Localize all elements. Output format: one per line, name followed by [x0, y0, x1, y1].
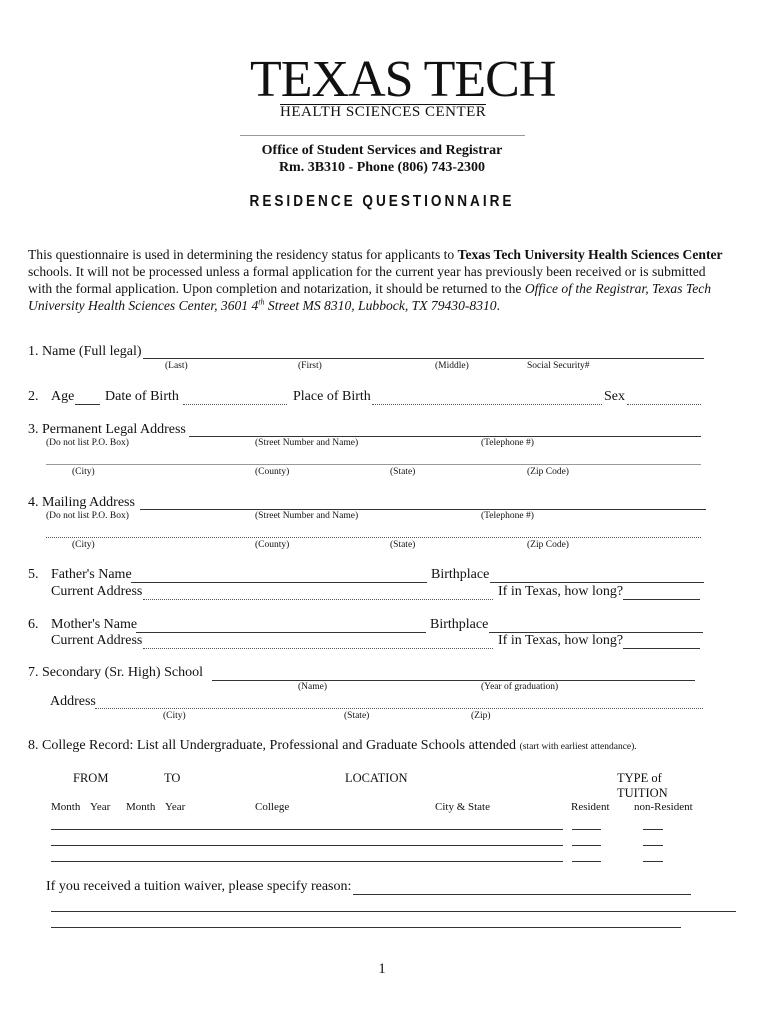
city-state-header: City & State	[435, 801, 490, 813]
middle-caption: (Middle)	[435, 361, 469, 371]
mother-howlong-field[interactable]	[623, 648, 700, 649]
office-name: Office of Student Services and Registrar	[261, 143, 503, 158]
q8-label-text: 8. College Record: List all Undergraduate, Professional and Graduate Schools attended	[28, 738, 520, 753]
age-label: Age	[51, 389, 75, 404]
nonresident-field[interactable]	[643, 861, 663, 862]
intro-text: This questionnaire is used in determining the residency status for applicants to	[28, 247, 458, 262]
father-name-field[interactable]	[131, 582, 427, 583]
nonresident-field[interactable]	[643, 829, 663, 830]
waiver-reason-line-3[interactable]	[51, 927, 681, 928]
q7-label: 7. Secondary (Sr. High) School	[28, 665, 203, 680]
dob-label: Date of Birth	[105, 389, 179, 404]
name-field[interactable]	[143, 358, 704, 359]
school-address-label: Address	[50, 694, 96, 709]
zip-caption: (Zip)	[471, 711, 491, 721]
city-caption: (City)	[72, 467, 95, 477]
college-row-field[interactable]	[51, 845, 563, 846]
nopo-caption: (Do not list P.O. Box)	[46, 511, 129, 521]
q8-note: (start with earliest attendance).	[519, 742, 637, 752]
dob-field[interactable]	[183, 404, 287, 405]
q6-number: 6.	[28, 617, 39, 632]
intro-sup: th	[258, 297, 265, 307]
mother-name-label: Mother's Name	[51, 617, 138, 632]
intro-address: Street MS 8310, Lubbock, TX 79430-8310	[264, 298, 497, 313]
zip-caption: (Zip Code)	[527, 540, 569, 550]
school-name-field[interactable]	[212, 680, 695, 681]
pob-field[interactable]	[372, 404, 602, 405]
school-address-field[interactable]	[95, 708, 703, 709]
mother-birthplace-label: Birthplace	[430, 617, 489, 632]
father-name-label: Father's Name	[51, 567, 132, 582]
tuition-type-header-1: TYPE of	[617, 771, 662, 785]
header-rule	[240, 135, 525, 136]
mother-address-label: Current Address	[51, 633, 143, 648]
to-header: TO	[164, 771, 181, 785]
page-title: RESIDENCE QUESTIONNAIRE	[249, 193, 515, 210]
school-name-caption: (Name)	[298, 682, 328, 692]
state-caption: (State)	[390, 467, 416, 477]
q8-label	[28, 738, 637, 755]
college-header: College	[255, 801, 290, 813]
from-year-header: Year	[90, 801, 111, 813]
from-header: FROM	[73, 771, 109, 785]
waiver-reason-field[interactable]	[353, 894, 691, 895]
nopo-caption: (Do not list P.O. Box)	[46, 438, 129, 448]
age-field[interactable]	[75, 404, 100, 405]
to-month-header: Month	[126, 801, 156, 813]
last-caption: (Last)	[165, 361, 188, 371]
zip-caption: (Zip Code)	[527, 467, 569, 477]
location-header: LOCATION	[345, 771, 408, 785]
waiver-label: If you received a tuition waiver, please specify reason:	[46, 879, 352, 894]
sex-field[interactable]	[627, 404, 701, 405]
father-address-field[interactable]	[143, 599, 493, 600]
intro-paragraph	[28, 246, 728, 314]
q5-number: 5.	[28, 567, 39, 582]
resident-field[interactable]	[572, 829, 601, 830]
graduation-year-caption: (Year of graduation)	[481, 682, 559, 692]
first-caption: (First)	[298, 361, 322, 371]
q3-label: 3. Permanent Legal Address	[28, 422, 186, 437]
state-caption: (State)	[390, 540, 416, 550]
q4-label: 4. Mailing Address	[28, 495, 135, 510]
mother-name-field[interactable]	[136, 632, 426, 633]
street-caption: (Street Number and Name)	[255, 511, 359, 521]
telephone-caption: (Telephone #)	[481, 438, 534, 448]
street-caption: (Street Number and Name)	[255, 438, 359, 448]
intro-text: schools. It will not be processed unless a formal application for the current year has previously been received or is submitted with the formal application. Upon completion and notarization, it should be returned to the	[28, 264, 706, 296]
sex-label: Sex	[604, 389, 625, 404]
resident-field[interactable]	[572, 861, 601, 862]
logo-main: TEXAS TECH	[250, 51, 556, 108]
mother-address-field[interactable]	[143, 648, 493, 649]
mother-howlong-label: If in Texas, how long?	[498, 633, 624, 648]
county-caption: (County)	[255, 540, 290, 550]
from-month-header: Month	[51, 801, 81, 813]
college-row-field[interactable]	[51, 861, 563, 862]
father-howlong-field[interactable]	[623, 599, 700, 600]
telephone-caption: (Telephone #)	[481, 511, 534, 521]
page-number: 1	[378, 961, 386, 977]
q2-number: 2.	[28, 389, 39, 404]
office-room-phone: Rm. 3B310 - Phone (806) 743-2300	[278, 160, 486, 175]
resident-header: Resident	[571, 801, 610, 813]
father-howlong-label: If in Texas, how long?	[498, 584, 624, 599]
mailing-city-field[interactable]	[46, 537, 701, 538]
city-caption: (City)	[72, 540, 95, 550]
father-birthplace-field[interactable]	[490, 582, 704, 583]
mailing-address-field[interactable]	[140, 509, 706, 510]
resident-field[interactable]	[572, 845, 601, 846]
intro-text: .	[496, 298, 501, 313]
state-caption: (State)	[344, 711, 370, 721]
tuition-type-header-2: TUITION	[617, 786, 668, 800]
father-birthplace-label: Birthplace	[431, 567, 490, 582]
pob-label: Place of Birth	[293, 389, 371, 404]
city-caption: (City)	[163, 711, 186, 721]
nonresident-field[interactable]	[643, 845, 663, 846]
to-year-header: Year	[165, 801, 186, 813]
permanent-city-field[interactable]	[46, 464, 701, 465]
father-address-label: Current Address	[51, 584, 143, 599]
intro-address: Office of the Registrar, Texas Tech University Health Sciences Center, 3601 4	[28, 281, 712, 313]
ssn-caption: Social Security#	[527, 361, 590, 371]
intro-institution: Texas Tech University Health Sciences Center	[457, 247, 723, 262]
waiver-reason-line-2[interactable]	[51, 911, 736, 912]
nonresident-header: non-Resident	[634, 801, 693, 813]
college-row-field[interactable]	[51, 829, 563, 830]
q1-label: 1. Name (Full legal)	[28, 344, 142, 359]
logo-sub: HEALTH SCIENCES CENTER	[280, 104, 487, 120]
county-caption: (County)	[255, 467, 290, 477]
permanent-address-field[interactable]	[189, 436, 701, 437]
